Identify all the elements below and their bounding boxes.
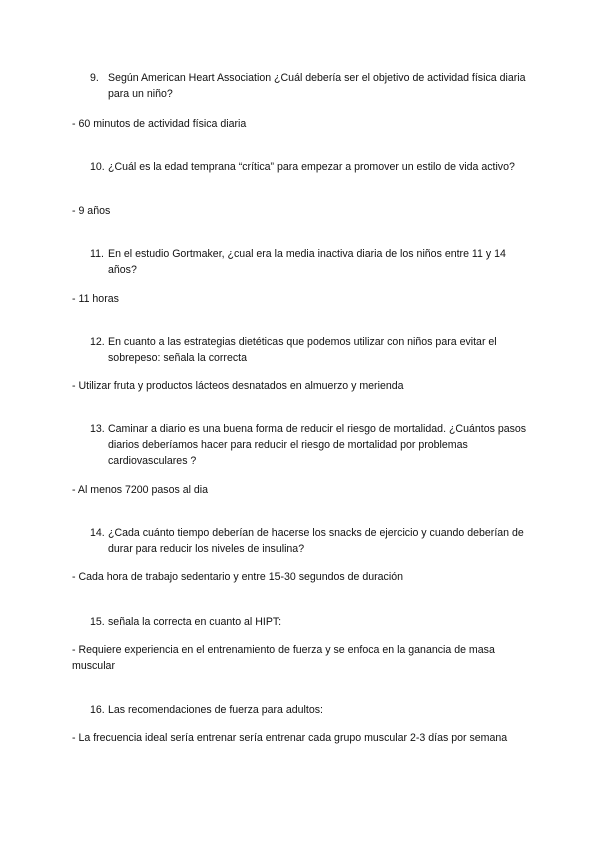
answer-13: - Al menos 7200 pasos al dia [72, 484, 209, 496]
question-text: En cuanto a las estrategias dietéticas que podemos utilizar con niños para evitar el sobrepeso: señala la correcta [108, 336, 497, 364]
question-text: ¿Cuál es la edad temprana “crítica” para empezar a promover un estilo de vida activo? [108, 161, 515, 173]
answer-15: - Requiere experiencia en el entrenamiento de fuerza y se enfoca en la ganancia de masa muscular [72, 644, 495, 672]
question-11 [90, 246, 530, 278]
question-14 [90, 525, 530, 557]
question-15 [90, 614, 530, 630]
question-number: 15. [90, 616, 105, 628]
question-text: Caminar a diario es una buena forma de reducir el riesgo de mortalidad. ¿Cuántos pasos diarios deberíamos hacer para reducir el riesgo de mortalidad por problemas cardiovasculares ? [108, 423, 527, 467]
question-text: ¿Cada cuánto tiempo deberían de hacerse los snacks de ejercicio y cuando deberían de durar para reducir los niveles de insulina? [108, 527, 524, 555]
question-number: 9. [90, 72, 99, 84]
question-number: 10. [90, 161, 105, 173]
answer-10: - 9 años [72, 205, 111, 217]
question-13 [90, 421, 530, 469]
question-number: 13. [90, 423, 105, 435]
question-10 [90, 159, 530, 175]
answer-14: - Cada hora de trabajo sedentario y entre 15-30 segundos de duración [72, 571, 403, 583]
answer-9: - 60 minutos de actividad física diaria [72, 118, 247, 130]
answer-11: - 11 horas [72, 293, 119, 305]
answer-16: - La frecuencia ideal sería entrenar sería entrenar cada grupo muscular 2-3 días por semana [72, 732, 508, 744]
question-number: 16. [90, 704, 105, 716]
question-text: Según American Heart Association ¿Cuál debería ser el objetivo de actividad física diaria para un niño? [108, 72, 526, 100]
answer-12: - Utilizar fruta y productos lácteos desnatados en almuerzo y merienda [72, 380, 404, 392]
question-text: señala la correcta en cuanto al HIPT: [108, 616, 282, 628]
question-number: 12. [90, 336, 105, 348]
question-text: Las recomendaciones de fuerza para adultos: [108, 704, 323, 716]
question-number: 11. [90, 248, 104, 260]
question-number: 14. [90, 527, 105, 539]
question-9 [90, 70, 530, 102]
question-16 [90, 702, 530, 718]
question-12 [90, 334, 530, 366]
question-text: En el estudio Gortmaker, ¿cual era la media inactiva diaria de los niños entre 11 y 14 años? [108, 248, 506, 276]
